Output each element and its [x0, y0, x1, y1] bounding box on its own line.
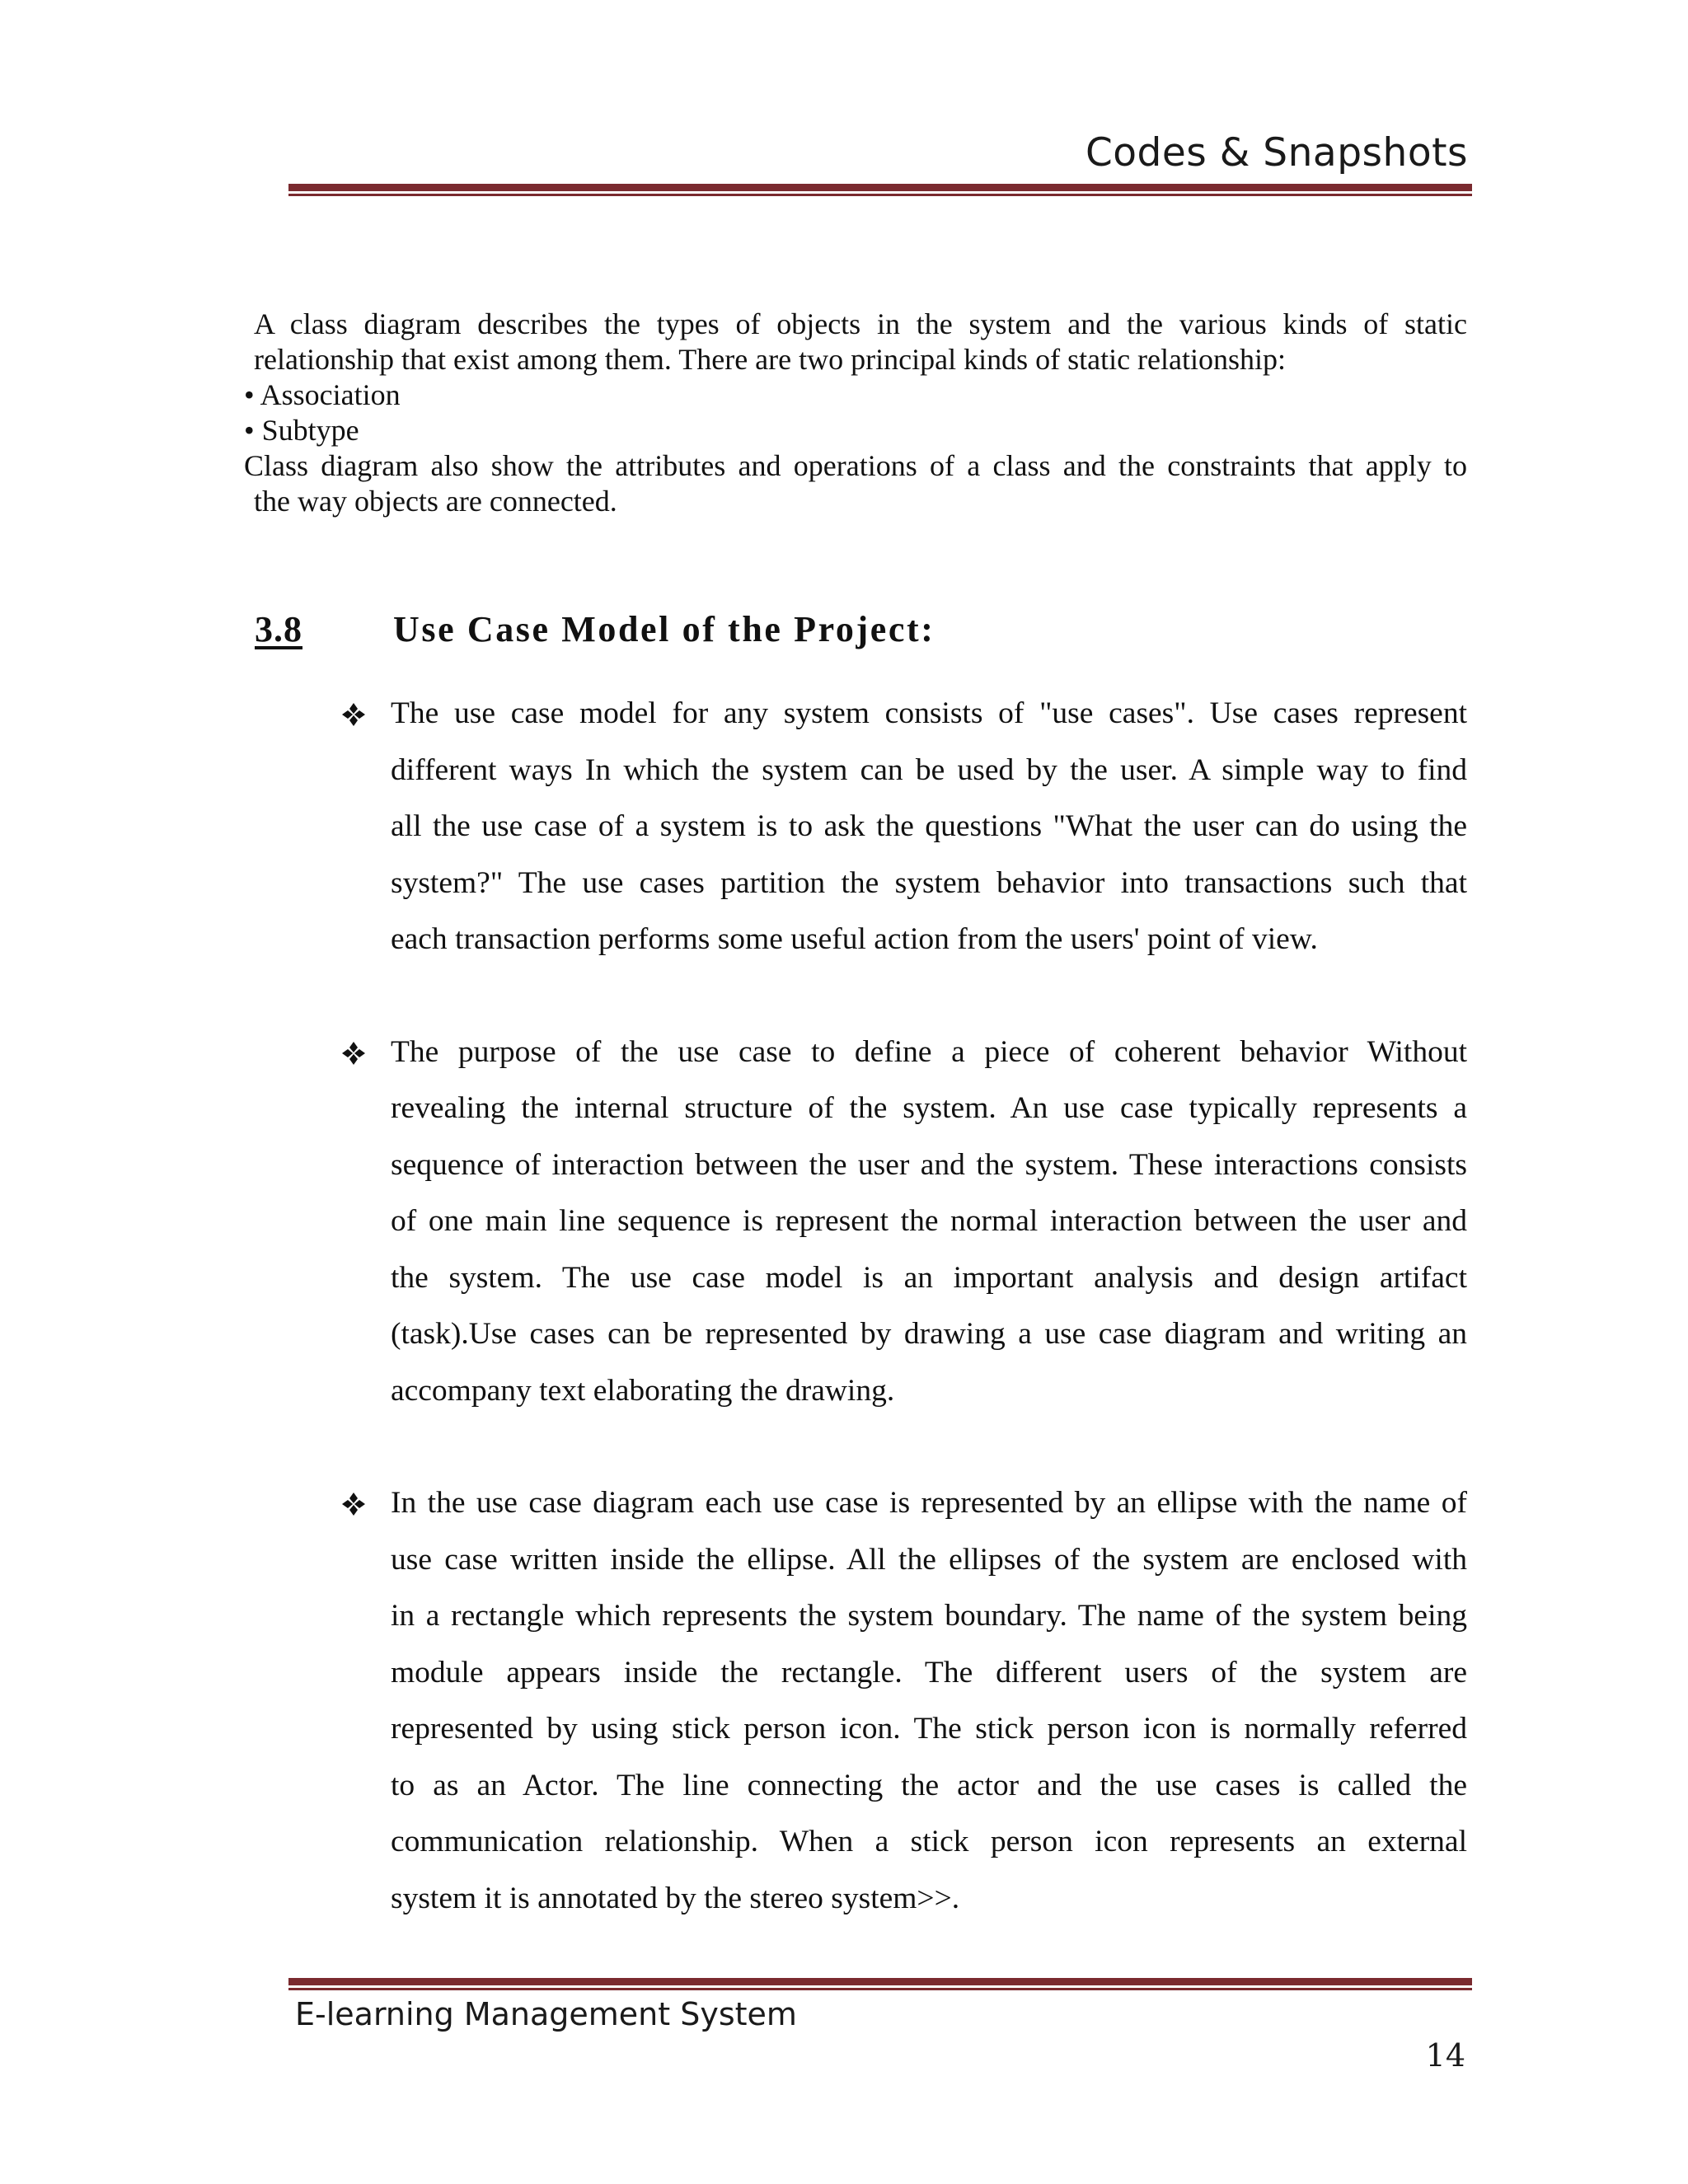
bullet-line: In the use case diagram each use case is represented by an ellipse with the name of — [391, 1486, 1467, 1520]
bullet-line: module appears inside the rectangle. The different users of the system are — [391, 1655, 1467, 1690]
bullet-line: represented by using stick person icon. The stick person icon is normally referred — [391, 1712, 1467, 1746]
diamond-bullet-icon — [341, 1041, 366, 1066]
intro-list-item-association: • Association — [244, 378, 401, 411]
diamond-bullet-icon — [341, 702, 366, 727]
footer-rule-thin — [288, 1988, 1472, 1990]
bullet-line: different ways In which the system can be used by the user. A simple way to find — [391, 752, 1467, 787]
intro-line: Class diagram also show the attributes and operations of a class and the constraints that apply to — [244, 449, 1467, 482]
bullet-line: The use case model for any system consists of "use cases". Use cases represent — [391, 696, 1467, 730]
header-rule-thick — [288, 184, 1472, 191]
bullet-line: The purpose of the use case to define a piece of coherent behavior Without — [391, 1034, 1467, 1069]
bullet-line: (task).Use cases can be represented by drawing a use case diagram and writing an — [391, 1317, 1467, 1351]
intro-list-item-subtype: • Subtype — [244, 414, 359, 447]
list-item — [338, 1024, 1467, 1420]
intro-line: A class diagram describes the types of objects in the system and the various kinds of static — [254, 307, 1467, 340]
footer-title: E-learning Management System — [295, 1996, 797, 2032]
footer-rule — [288, 1978, 1472, 1990]
intro-paragraph — [244, 307, 1467, 519]
list-item — [338, 1475, 1467, 1927]
bullet-line: of one main line sequence is represent the normal interaction between the user and — [391, 1204, 1467, 1238]
bullet-line: to as an Actor. The line connecting the actor and the use cases is called the — [391, 1768, 1467, 1802]
bullet-line: use case written inside the ellipse. All the ellipses of the system are enclosed with — [391, 1542, 1467, 1577]
bullet-line: all the use case of a system is to ask the questions "What the user can do using the — [391, 809, 1467, 843]
bullet-line: system?" The use cases partition the system behavior into transactions such that — [391, 865, 1467, 900]
section-heading — [255, 608, 935, 650]
intro-line: relationship that exist among them. There are two principal kinds of static relationship: — [254, 343, 1287, 376]
bullet-list — [338, 686, 1467, 1983]
section-number: 3.8 — [255, 609, 302, 649]
bullet-line: sequence of interaction between the user and the system. These interactions consists — [391, 1147, 1467, 1182]
header-rule-thin — [288, 194, 1472, 196]
bullet-line: each transaction performs some useful action from the users' point of view. — [391, 922, 1318, 956]
bullet-line: accompany text elaborating the drawing. — [391, 1373, 895, 1408]
header-title: Codes & Snapshots — [1085, 130, 1468, 176]
diamond-bullet-icon — [341, 1492, 366, 1516]
intro-line: the way objects are connected. — [254, 485, 617, 518]
footer-rule-thick — [288, 1978, 1472, 1985]
page-number: 14 — [1425, 2037, 1465, 2074]
section-title: Use Case Model of the Project: — [393, 609, 935, 649]
list-item — [338, 686, 1467, 968]
bullet-line: revealing the internal structure of the system. An use case typically represents a — [391, 1091, 1467, 1125]
bullet-line: in a rectangle which represents the system boundary. The name of the system being — [391, 1599, 1467, 1633]
header-rule — [288, 184, 1472, 196]
bullet-line: the system. The use case model is an important analysis and design artifact — [391, 1260, 1467, 1295]
bullet-line: communication relationship. When a stick person icon represents an external — [391, 1825, 1467, 1858]
bullet-line: system it is annotated by the stereo system>>. — [391, 1881, 960, 1915]
